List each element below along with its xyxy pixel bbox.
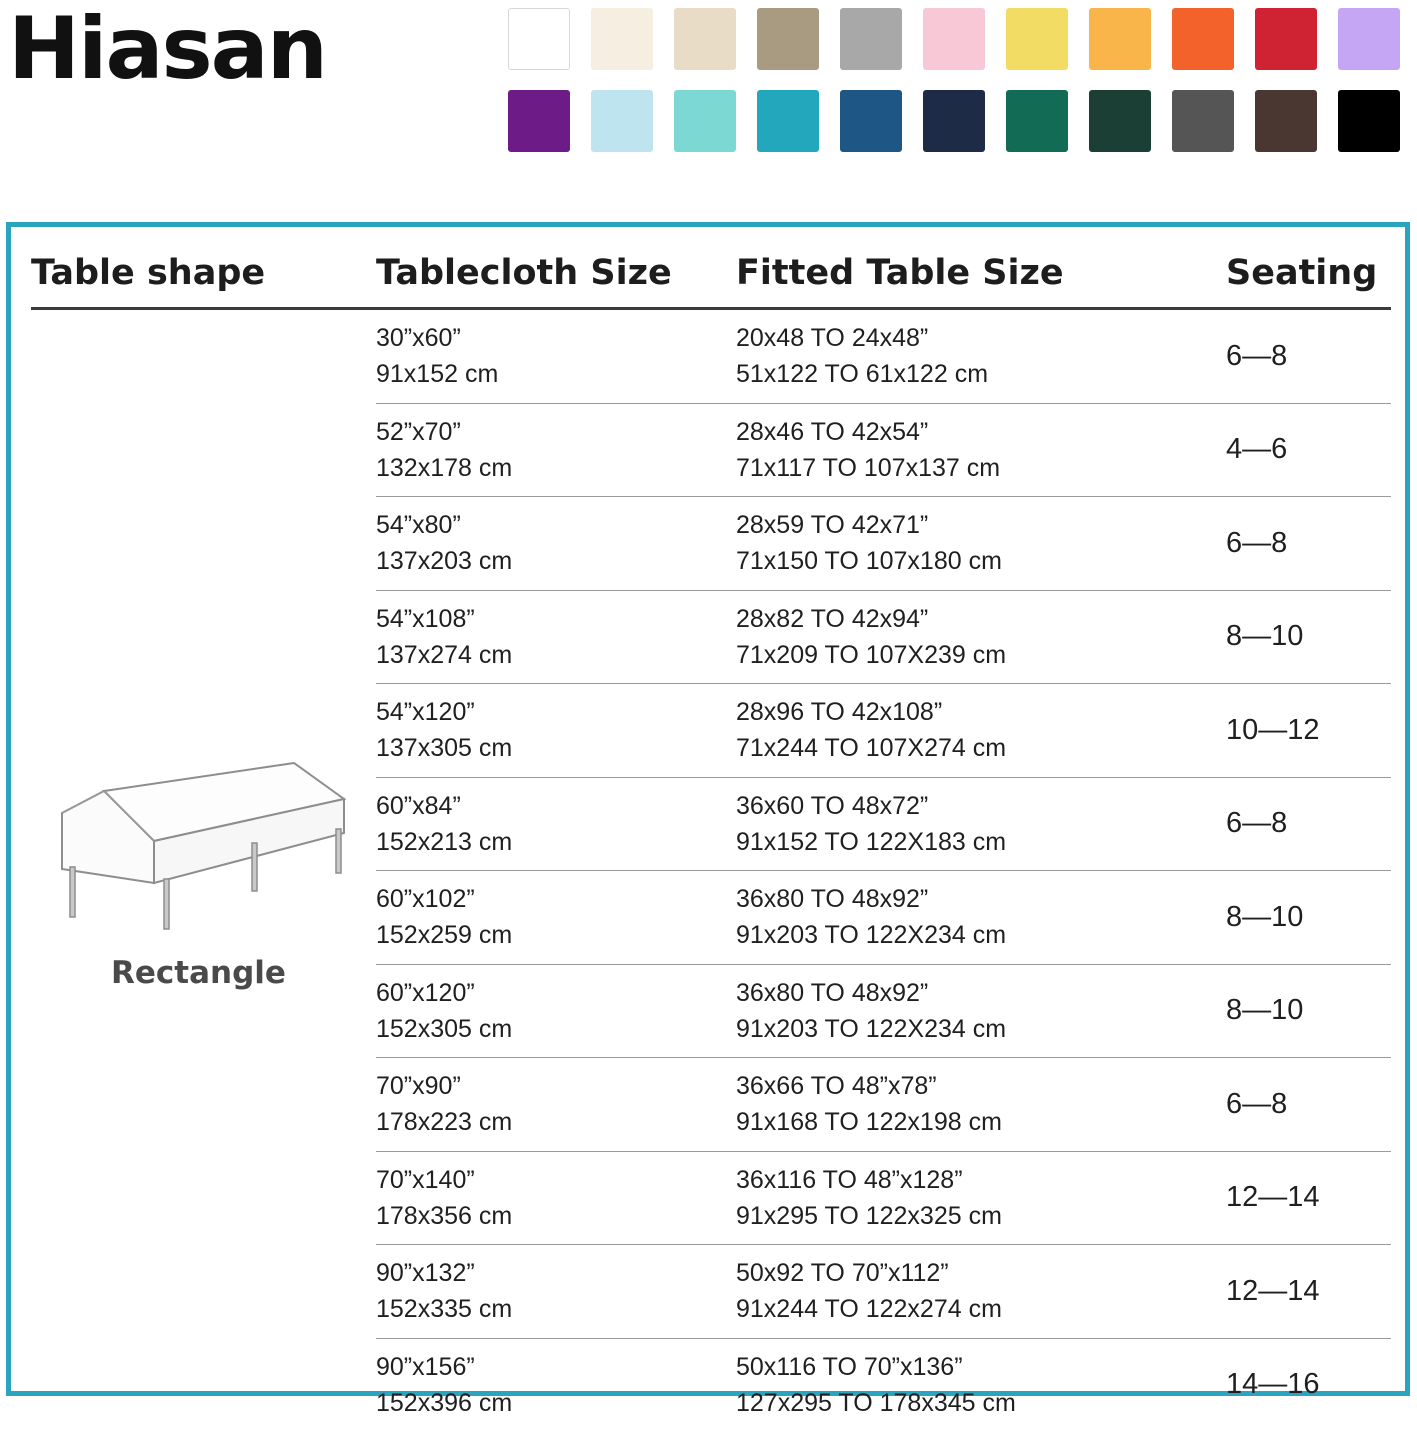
color-swatch-red[interactable] [1255, 8, 1317, 70]
fitted-size-cm: 71x150 TO 107x180 cm [736, 543, 1226, 579]
tablecloth-size-inches: 54”x120” [376, 694, 736, 730]
fitted-table-size-cell [736, 684, 1226, 778]
fitted-table-size-cell [736, 964, 1226, 1058]
color-swatch-lavender[interactable] [1338, 8, 1400, 70]
tablecloth-size-cm: 137x305 cm [376, 730, 736, 766]
tablecloth-size-inches: 60”x120” [376, 975, 736, 1011]
color-swatch-white[interactable] [508, 8, 570, 70]
tablecloth-size-inches: 52”x70” [376, 414, 736, 450]
color-swatch-dark-green[interactable] [1089, 90, 1151, 152]
tablecloth-size-cell [376, 403, 736, 497]
fitted-table-size-cell [736, 590, 1226, 684]
tablecloth-size-cm: 91x152 cm [376, 356, 736, 392]
column-header-fitted-table-size: Fitted Table Size [736, 253, 1226, 309]
color-swatch-aqua[interactable] [674, 90, 736, 152]
tablecloth-size-cell [376, 777, 736, 871]
color-swatch-gray[interactable] [840, 8, 902, 70]
fitted-size-cm: 127x295 TO 178x345 cm [736, 1385, 1226, 1421]
tablecloth-size-inches: 30”x60” [376, 320, 736, 356]
seating-cell: 14—16 [1226, 1338, 1391, 1431]
fitted-size-inches: 28x46 TO 42x54” [736, 414, 1226, 450]
fitted-size-cm: 71x209 TO 107X239 cm [736, 637, 1226, 673]
fitted-table-size-cell [736, 1245, 1226, 1339]
fitted-size-cm: 71x117 TO 107x137 cm [736, 450, 1226, 486]
color-swatch-beige[interactable] [674, 8, 736, 70]
column-header-table-shape: Table shape [31, 253, 376, 309]
tablecloth-size-cm: 137x203 cm [376, 543, 736, 579]
fitted-size-cm: 91x244 TO 122x274 cm [736, 1291, 1226, 1327]
seating-cell: 6—8 [1226, 497, 1391, 591]
fitted-size-cm: 91x203 TO 122X234 cm [736, 917, 1226, 953]
page-header [0, 0, 1417, 200]
seating-cell: 12—14 [1226, 1245, 1391, 1339]
tablecloth-size-cm: 137x274 cm [376, 637, 736, 673]
table-shape-label: Rectangle [31, 955, 366, 991]
seating-cell: 8—10 [1226, 590, 1391, 684]
tablecloth-size-cm: 152x335 cm [376, 1291, 736, 1327]
fitted-size-inches: 36x80 TO 48x92” [736, 975, 1226, 1011]
fitted-table-size-cell [736, 1058, 1226, 1152]
color-swatch-emerald-green[interactable] [1006, 90, 1068, 152]
tablecloth-size-inches: 54”x108” [376, 601, 736, 637]
fitted-table-size-cell [736, 1338, 1226, 1431]
tablecloth-size-cell [376, 964, 736, 1058]
tablecloth-size-cell [376, 309, 736, 404]
color-swatch-navy[interactable] [923, 90, 985, 152]
tablecloth-size-cm: 152x213 cm [376, 824, 736, 860]
color-swatch-taupe[interactable] [757, 8, 819, 70]
brand-logo: Hiasan [8, 6, 326, 92]
color-swatch-light-blue[interactable] [591, 90, 653, 152]
fitted-size-inches: 36x66 TO 48”x78” [736, 1068, 1226, 1104]
table-row [31, 309, 1391, 404]
fitted-size-inches: 50x116 TO 70”x136” [736, 1349, 1226, 1385]
tablecloth-size-cell [376, 1058, 736, 1152]
table-body [31, 309, 1391, 1431]
color-swatch-gold[interactable] [1089, 8, 1151, 70]
tablecloth-size-cell [376, 497, 736, 591]
color-swatch-ivory[interactable] [591, 8, 653, 70]
tablecloth-size-cell [376, 871, 736, 965]
tablecloth-size-cell [376, 1151, 736, 1245]
fitted-size-cm: 91x168 TO 122x198 cm [736, 1104, 1226, 1140]
fitted-table-size-cell [736, 871, 1226, 965]
seating-cell: 10—12 [1226, 684, 1391, 778]
color-swatch-denim-blue[interactable] [840, 90, 902, 152]
fitted-size-inches: 36x60 TO 48x72” [736, 788, 1226, 824]
fitted-size-cm: 71x244 TO 107X274 cm [736, 730, 1226, 766]
color-swatch-black[interactable] [1338, 90, 1400, 152]
tablecloth-size-inches: 60”x102” [376, 881, 736, 917]
tablecloth-size-inches: 90”x132” [376, 1255, 736, 1291]
color-swatch-dark-brown[interactable] [1255, 90, 1317, 152]
tablecloth-size-cell [376, 1245, 736, 1339]
seating-cell: 4—6 [1226, 403, 1391, 497]
tablecloth-size-cell [376, 1338, 736, 1431]
rectangle-table-illustration [44, 751, 354, 941]
fitted-size-inches: 36x116 TO 48”x128” [736, 1162, 1226, 1198]
seating-cell: 8—10 [1226, 964, 1391, 1058]
table-header-row [31, 253, 1391, 309]
color-swatch-light-pink[interactable] [923, 8, 985, 70]
fitted-table-size-cell [736, 309, 1226, 404]
fitted-table-size-cell [736, 1151, 1226, 1245]
tablecloth-size-inches: 54”x80” [376, 507, 736, 543]
tablecloth-size-cm: 152x396 cm [376, 1385, 736, 1421]
color-swatch-row-2 [508, 90, 1400, 152]
fitted-table-size-cell [736, 497, 1226, 591]
seating-cell: 12—14 [1226, 1151, 1391, 1245]
table-head [31, 253, 1391, 309]
fitted-size-inches: 36x80 TO 48x92” [736, 881, 1226, 917]
fitted-size-cm: 91x152 TO 122X183 cm [736, 824, 1226, 860]
column-header-seating: Seating [1226, 253, 1391, 309]
seating-cell: 6—8 [1226, 1058, 1391, 1152]
tablecloth-size-cm: 152x259 cm [376, 917, 736, 953]
fitted-table-size-cell [736, 403, 1226, 497]
tablecloth-size-cm: 152x305 cm [376, 1011, 736, 1047]
tablecloth-size-inches: 70”x90” [376, 1068, 736, 1104]
tablecloth-size-cell [376, 590, 736, 684]
color-swatch-orange[interactable] [1172, 8, 1234, 70]
column-header-tablecloth-size: Tablecloth Size [376, 253, 736, 309]
color-swatch-purple[interactable] [508, 90, 570, 152]
tablecloth-size-cm: 178x223 cm [376, 1104, 736, 1140]
tablecloth-size-cell [376, 684, 736, 778]
fitted-size-inches: 28x82 TO 42x94” [736, 601, 1226, 637]
fitted-size-inches: 28x59 TO 42x71” [736, 507, 1226, 543]
fitted-size-inches: 50x92 TO 70”x112” [736, 1255, 1226, 1291]
size-chart-card [6, 222, 1410, 1396]
tablecloth-size-inches: 90”x156” [376, 1349, 736, 1385]
tablecloth-size-cm: 178x356 cm [376, 1198, 736, 1234]
tablecloth-size-inches: 70”x140” [376, 1162, 736, 1198]
seating-cell: 8—10 [1226, 871, 1391, 965]
fitted-table-size-cell [736, 777, 1226, 871]
fitted-size-cm: 51x122 TO 61x122 cm [736, 356, 1226, 392]
color-swatch-yellow[interactable] [1006, 8, 1068, 70]
fitted-size-inches: 20x48 TO 24x48” [736, 320, 1226, 356]
fitted-size-cm: 91x203 TO 122X234 cm [736, 1011, 1226, 1047]
size-chart-table [31, 253, 1391, 1431]
color-swatch-charcoal-gray[interactable] [1172, 90, 1234, 152]
tablecloth-size-inches: 60”x84” [376, 788, 736, 824]
seating-cell: 6—8 [1226, 309, 1391, 404]
fitted-size-cm: 91x295 TO 122x325 cm [736, 1198, 1226, 1234]
seating-cell: 6—8 [1226, 777, 1391, 871]
color-swatch-row-1 [508, 8, 1400, 70]
color-swatch-palette [508, 8, 1400, 172]
tablecloth-size-cm: 132x178 cm [376, 450, 736, 486]
table-shape-cell [31, 309, 376, 1431]
color-swatch-teal[interactable] [757, 90, 819, 152]
fitted-size-inches: 28x96 TO 42x108” [736, 694, 1226, 730]
